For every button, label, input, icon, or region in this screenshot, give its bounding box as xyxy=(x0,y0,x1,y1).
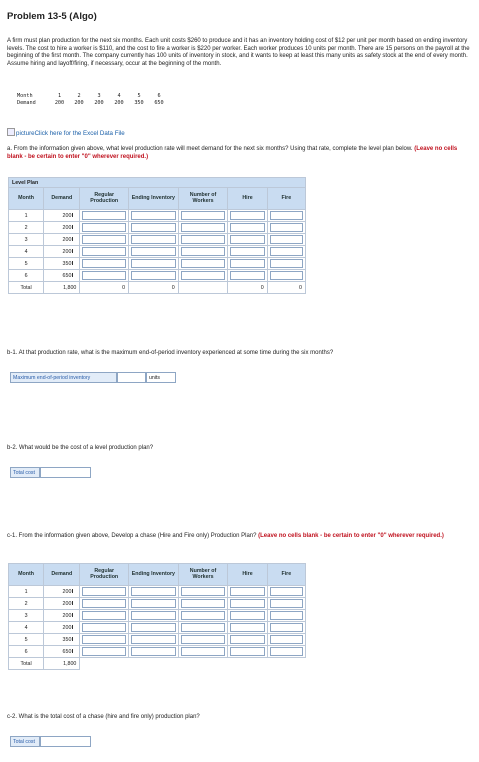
hire-input-cell xyxy=(228,270,267,282)
cell-marker-icon xyxy=(72,273,76,277)
workers-input[interactable] xyxy=(181,635,226,644)
inventory-input[interactable] xyxy=(131,271,176,280)
month-cell: 3 xyxy=(97,93,101,99)
demand-cell: 200 xyxy=(94,100,104,106)
fire-input[interactable] xyxy=(270,235,303,244)
inventory-input-cell xyxy=(129,270,179,282)
inventory-input-cell xyxy=(129,646,179,658)
month-cell: 2 xyxy=(9,222,44,234)
header-demand: Demand xyxy=(44,564,80,586)
production-input[interactable] xyxy=(82,623,126,632)
inventory-input[interactable] xyxy=(131,599,176,608)
hire-input[interactable] xyxy=(230,247,264,256)
level-plan-table xyxy=(8,177,306,294)
production-input[interactable] xyxy=(82,587,126,596)
header-regular-production: Regular Production xyxy=(80,564,129,586)
production-input-cell xyxy=(80,622,129,634)
level-plan-total-row xyxy=(9,282,306,294)
cell-marker-icon xyxy=(72,625,76,629)
demand-value: 200 xyxy=(62,612,72,619)
workers-input[interactable] xyxy=(181,271,226,280)
month-cell: 5 xyxy=(9,634,44,646)
max-inventory-input[interactable] xyxy=(117,372,146,383)
question-c1-note: (Leave no cells blank - be certain to enter "0" wherever required.) xyxy=(258,533,444,539)
workers-input-cell xyxy=(178,622,228,634)
total-demand: 1,800 xyxy=(44,282,80,294)
workers-input[interactable] xyxy=(181,611,226,620)
production-input-cell xyxy=(80,598,129,610)
demand-cell: 350 xyxy=(134,100,144,106)
workers-input-cell xyxy=(178,598,228,610)
cell-marker-icon xyxy=(72,649,76,653)
chase-plan-total-row xyxy=(9,658,306,670)
header-fire: Fire xyxy=(267,188,305,210)
total-demand: 1,800 xyxy=(44,658,80,670)
demand-cell: 650 xyxy=(154,100,164,106)
hire-input-cell xyxy=(228,234,267,246)
hire-input-cell xyxy=(228,646,267,658)
hire-input[interactable] xyxy=(230,611,264,620)
hire-input-cell xyxy=(228,610,267,622)
production-input-cell xyxy=(80,646,129,658)
chase-row xyxy=(9,634,306,646)
cell-marker-icon xyxy=(72,237,76,241)
workers-input[interactable] xyxy=(181,247,226,256)
hire-input[interactable] xyxy=(230,223,264,232)
inventory-input-cell xyxy=(129,622,179,634)
production-input-cell xyxy=(80,210,129,222)
workers-input-cell xyxy=(178,210,228,222)
workers-input-cell xyxy=(178,258,228,270)
workers-input-cell xyxy=(178,246,228,258)
demand-cell xyxy=(44,610,80,622)
inventory-input-cell xyxy=(129,586,179,598)
cell-marker-icon xyxy=(72,261,76,265)
header-ending-inventory: Ending Inventory xyxy=(129,188,179,210)
workers-input[interactable] xyxy=(181,235,226,244)
demand-value: 350 xyxy=(62,260,72,267)
month-cell: 1 xyxy=(9,586,44,598)
month-cell: 2 xyxy=(77,93,81,99)
demand-cell xyxy=(44,598,80,610)
inventory-input-cell xyxy=(129,222,179,234)
hire-input-cell xyxy=(228,210,267,222)
workers-input[interactable] xyxy=(181,587,226,596)
demand-value: 200 xyxy=(62,600,72,607)
month-cell: 4 xyxy=(9,622,44,634)
fire-input[interactable] xyxy=(270,211,303,220)
cell-marker-icon xyxy=(72,589,76,593)
workers-input[interactable] xyxy=(181,223,226,232)
month-row-label: Month xyxy=(17,93,33,99)
hire-input[interactable] xyxy=(230,599,264,608)
level-row xyxy=(9,210,306,222)
inventory-input[interactable] xyxy=(131,635,176,644)
level-row xyxy=(9,222,306,234)
demand-value: 650 xyxy=(62,272,72,279)
total-fire: 0 xyxy=(267,282,305,294)
inventory-input-cell xyxy=(129,234,179,246)
hire-input-cell xyxy=(228,246,267,258)
level-total-cost-input[interactable] xyxy=(40,467,91,478)
fire-input-cell xyxy=(267,586,305,598)
demand-value: 200 xyxy=(62,236,72,243)
inventory-input[interactable] xyxy=(131,247,176,256)
hire-input[interactable] xyxy=(230,623,264,632)
inventory-input[interactable] xyxy=(131,211,176,220)
month-cell: 4 xyxy=(117,93,121,99)
demand-cell xyxy=(44,222,80,234)
fire-input[interactable] xyxy=(270,599,303,608)
hire-input[interactable] xyxy=(230,647,264,656)
production-input-cell xyxy=(80,222,129,234)
fire-input[interactable] xyxy=(270,611,303,620)
cell-marker-icon xyxy=(72,225,76,229)
max-inventory-label: Maximum end-of-period inventory xyxy=(10,372,117,383)
question-b2: b-2. What would be the cost of a level production plan? xyxy=(7,445,154,451)
production-input[interactable] xyxy=(82,611,126,620)
production-input-cell xyxy=(80,234,129,246)
month-cell: 3 xyxy=(9,234,44,246)
header-hire: Hire xyxy=(228,564,267,586)
demand-cell xyxy=(44,622,80,634)
chase-row xyxy=(9,586,306,598)
month-cell: 6 xyxy=(9,270,44,282)
header-number-of-workers: Number of Workers xyxy=(178,188,228,210)
hire-input[interactable] xyxy=(230,259,264,268)
question-c2: c-2. What is the total cost of a chase (hire and fire only) production plan? xyxy=(7,714,200,720)
cell-marker-icon xyxy=(72,249,76,253)
hire-input-cell xyxy=(228,586,267,598)
month-cell: 4 xyxy=(9,246,44,258)
month-cell: 6 xyxy=(9,646,44,658)
question-a-text: a. From the information given above, what level production rate will meet demand for the next six months? Using that rate, complete the level plan below. xyxy=(7,146,413,152)
demand-cell xyxy=(44,634,80,646)
fire-input[interactable] xyxy=(270,259,303,268)
header-ending-inventory: Ending Inventory xyxy=(129,564,179,586)
demand-summary-month-row xyxy=(17,93,169,100)
excel-link-text: pictureClick here for the Excel Data File xyxy=(16,130,125,137)
level-total-cost-label: Total cost xyxy=(10,467,40,478)
total-production: 0 xyxy=(80,282,129,294)
fire-input-cell xyxy=(267,234,305,246)
demand-value: 200 xyxy=(62,248,72,255)
workers-input-cell xyxy=(178,270,228,282)
total-workers-blank xyxy=(178,282,228,294)
demand-cell: 200 xyxy=(114,100,124,106)
fire-input[interactable] xyxy=(270,623,303,632)
inventory-input-cell xyxy=(129,598,179,610)
hire-input[interactable] xyxy=(230,635,264,644)
month-cell: 3 xyxy=(9,610,44,622)
chase-row xyxy=(9,622,306,634)
level-row xyxy=(9,234,306,246)
question-c1-text: c-1. From the information given above, Develop a chase (Hire and Fire only) Production Plan? xyxy=(7,533,257,539)
month-cell: 1 xyxy=(9,210,44,222)
chase-total-cost-input[interactable] xyxy=(40,736,91,747)
demand-summary-demand-row xyxy=(17,100,169,107)
level-row xyxy=(9,246,306,258)
demand-cell: 200 xyxy=(54,100,65,106)
inventory-input-cell xyxy=(129,634,179,646)
fire-input[interactable] xyxy=(270,223,303,232)
header-month: Month xyxy=(9,564,44,586)
workers-input-cell xyxy=(178,234,228,246)
chase-total-cost-label: Total cost xyxy=(10,736,40,747)
month-cell: 2 xyxy=(9,598,44,610)
fire-input-cell xyxy=(267,210,305,222)
header-demand: Demand xyxy=(44,188,80,210)
hire-input[interactable] xyxy=(230,235,264,244)
workers-input-cell xyxy=(178,634,228,646)
month-cell: 1 xyxy=(57,93,62,99)
fire-input[interactable] xyxy=(270,271,303,280)
demand-value: 200 xyxy=(62,588,72,595)
demand-value: 650 xyxy=(62,648,72,655)
fire-input[interactable] xyxy=(270,587,303,596)
production-input[interactable] xyxy=(82,271,126,280)
page-title: Problem 13-5 (Algo) xyxy=(7,11,97,22)
fire-input-cell xyxy=(267,270,305,282)
inventory-input[interactable] xyxy=(131,647,176,656)
chase-row xyxy=(9,610,306,622)
fire-input[interactable] xyxy=(270,647,303,656)
inventory-input[interactable] xyxy=(131,223,176,232)
production-input[interactable] xyxy=(82,223,126,232)
demand-cell xyxy=(44,646,80,658)
header-regular-production: Regular Production xyxy=(80,188,129,210)
chase-plan-table xyxy=(8,563,306,670)
demand-value: 200 xyxy=(62,212,72,219)
fire-input[interactable] xyxy=(270,635,303,644)
max-inventory-unit: units xyxy=(146,372,176,383)
fire-input-cell xyxy=(267,610,305,622)
workers-input-cell xyxy=(178,610,228,622)
question-c1 xyxy=(7,533,473,541)
demand-cell xyxy=(44,586,80,598)
chase-row xyxy=(9,598,306,610)
total-label: Total xyxy=(9,282,44,294)
question-b1: b-1. At that production rate, what is the maximum end-of-period inventory experienced at some time during the six months? xyxy=(7,350,334,356)
demand-value: 200 xyxy=(62,624,72,631)
fire-input-cell xyxy=(267,646,305,658)
hire-input-cell xyxy=(228,258,267,270)
inventory-input-cell xyxy=(129,246,179,258)
workers-input-cell xyxy=(178,646,228,658)
workers-input-cell xyxy=(178,586,228,598)
month-cell: 5 xyxy=(137,93,141,99)
workers-input[interactable] xyxy=(181,623,226,632)
problem-intro: A firm must plan production for the next six months. Each unit costs $260 to produce and it has an inventory holding cost of $12 per unit per month based on ending inventory levels. The cost to hire a worker is $110, and the cost to fire a worker is $220 per worker. Each worker produces 10 units per month. There are 15 persons on the payroll at the beginning of the first month. The company currently has 100 units of inventory in stock, and it wants to keep at least this many units as safety stock at the end of every month. Assume hiring and layoff/firing, if necessary, occur at the beginning of the month. xyxy=(7,38,470,67)
hire-input-cell xyxy=(228,622,267,634)
demand-cell xyxy=(44,210,80,222)
demand-cell xyxy=(44,234,80,246)
hire-input-cell xyxy=(228,598,267,610)
level-row xyxy=(9,270,306,282)
production-input[interactable] xyxy=(82,235,126,244)
fire-input-cell xyxy=(267,634,305,646)
workers-input[interactable] xyxy=(181,599,226,608)
production-input-cell xyxy=(80,634,129,646)
fire-input-cell xyxy=(267,246,305,258)
excel-data-link[interactable] xyxy=(7,128,125,137)
demand-value: 200 xyxy=(62,224,72,231)
chase-total-blank xyxy=(80,658,306,670)
month-cell: 5 xyxy=(9,258,44,270)
inventory-input-cell xyxy=(129,210,179,222)
chase-row xyxy=(9,646,306,658)
chase-plan-header-row xyxy=(9,564,306,586)
production-input[interactable] xyxy=(82,247,126,256)
month-cell: 6 xyxy=(157,93,161,99)
inventory-input[interactable] xyxy=(131,235,176,244)
level-plan-header-row xyxy=(9,188,306,210)
cell-marker-icon xyxy=(72,601,76,605)
total-hire: 0 xyxy=(228,282,267,294)
production-input-cell xyxy=(80,586,129,598)
inventory-input-cell xyxy=(129,610,179,622)
production-input[interactable] xyxy=(82,211,126,220)
header-month: Month xyxy=(9,188,44,210)
hire-input[interactable] xyxy=(230,211,264,220)
fire-input-cell xyxy=(267,258,305,270)
header-hire: Hire xyxy=(228,188,267,210)
inventory-input[interactable] xyxy=(131,623,176,632)
fire-input-cell xyxy=(267,622,305,634)
header-fire: Fire xyxy=(267,564,305,586)
level-row xyxy=(9,258,306,270)
cell-marker-icon xyxy=(72,613,76,617)
production-input-cell xyxy=(80,258,129,270)
inventory-input[interactable] xyxy=(131,259,176,268)
question-a-note: (Leave no cells blank - be certain to enter "0" wherever required.) xyxy=(7,146,458,160)
hire-input[interactable] xyxy=(230,587,264,596)
hire-input-cell xyxy=(228,634,267,646)
fire-input-cell xyxy=(267,222,305,234)
demand-cell: 200 xyxy=(74,100,84,106)
cell-marker-icon xyxy=(72,637,76,641)
production-input[interactable] xyxy=(82,599,126,608)
level-plan-caption: Level Plan xyxy=(9,178,306,188)
demand-row-label: Demand xyxy=(17,100,36,106)
demand-cell xyxy=(44,246,80,258)
workers-input[interactable] xyxy=(181,259,226,268)
inventory-input[interactable] xyxy=(131,587,176,596)
hire-input[interactable] xyxy=(230,271,264,280)
demand-cell xyxy=(44,258,80,270)
total-label: Total xyxy=(9,658,44,670)
broken-image-icon xyxy=(7,128,15,136)
production-input-cell xyxy=(80,270,129,282)
workers-input[interactable] xyxy=(181,211,226,220)
hire-input-cell xyxy=(228,222,267,234)
production-input-cell xyxy=(80,246,129,258)
inventory-input-cell xyxy=(129,258,179,270)
total-inventory: 0 xyxy=(129,282,179,294)
workers-input-cell xyxy=(178,222,228,234)
workers-input[interactable] xyxy=(181,647,226,656)
inventory-input[interactable] xyxy=(131,611,176,620)
question-a xyxy=(7,146,473,161)
header-number-of-workers: Number of Workers xyxy=(178,564,228,586)
production-input[interactable] xyxy=(82,635,126,644)
fire-input[interactable] xyxy=(270,247,303,256)
fire-input-cell xyxy=(267,598,305,610)
cell-marker-icon xyxy=(72,213,76,217)
demand-summary-table xyxy=(17,93,169,107)
demand-value: 350 xyxy=(62,636,72,643)
production-input[interactable] xyxy=(82,647,126,656)
demand-cell xyxy=(44,270,80,282)
production-input[interactable] xyxy=(82,259,126,268)
production-input-cell xyxy=(80,610,129,622)
